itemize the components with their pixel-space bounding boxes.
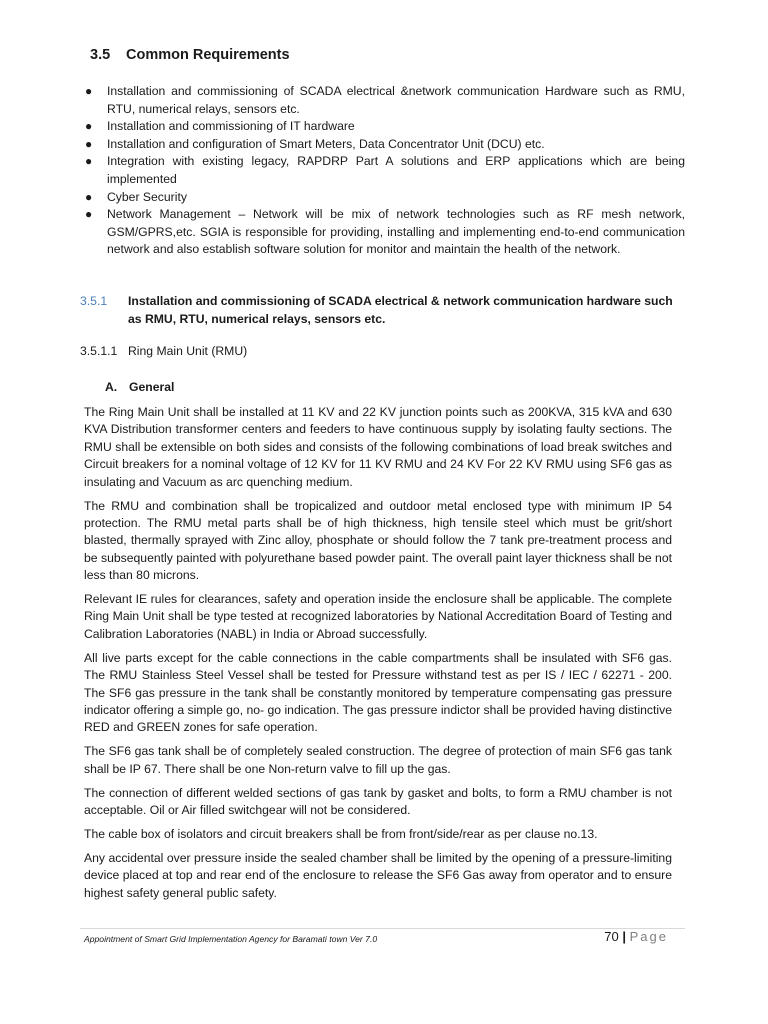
list-item [85,206,685,259]
subsubsection-number: 3.5.1.1 [80,344,118,358]
list-item [85,118,685,136]
part-label: A. [105,380,118,394]
subsubsection-heading [80,344,247,358]
subsection-number: 3.5.1 [80,294,108,308]
list-item-text: Integration with existing legacy, RAPDRP Part A solutions and ERP applications which are being implemented [107,154,685,186]
section-number: 3.5 [90,47,111,63]
bullet-icon: ● [85,119,93,134]
list-item-text: Network Management – Network will be mix of network technologies such as RF mesh network, GSM/GPRS,etc. SGIA is responsible for providing, installing and implementing end-to-end communication network and also establish software solution for monitor and maintain the health of the network. [107,207,685,257]
bullet-icon: ● [85,136,93,151]
paragraph: The SF6 gas tank shall be of completely sealed construction. The degree of protection of main SF6 gas tank shall be IP 67. There shall be one Non-return valve to fill up the gas. [84,744,672,776]
bullet-icon: ● [85,189,93,204]
list-item-text: Cyber Security [107,189,187,204]
paragraph: Relevant IE rules for clearances, safety and operation inside the enclosure shall be applicable. The complete Ring Main Unit shall be type tested at recognized laboratories by National Accreditation Board of Testing and Calibration Laboratories (NABL) in India or Abroad successfully. [84,592,672,641]
list-item [85,136,685,154]
subsection-title: Installation and commissioning of SCADA electrical & network communication hardware such as RMU, RTU, numerical relays, sensors etc. [128,294,673,326]
page-separator: | [622,929,626,944]
footer-divider [80,928,685,929]
footer-document-title: Appointment of Smart Grid Implementation Agency for Baramati town Ver 7.0 [84,934,378,944]
page-number: 70 [604,929,619,944]
part-heading [105,380,174,394]
section-heading [90,47,290,63]
paragraph: The RMU and combination shall be tropicalized and outdoor metal enclosed type with minimum IP 54 protection. The RMU metal parts shall be of high thickness, high tensile steel which must be grit/short blasted, thermally sprayed with Zinc alloy, phosphate or should follow the 7 tank pre-treatment process and be subsequently painted with polyurethane based powder paint. The overall paint layer thickness shall be not less than 80 microns. [84,498,672,583]
paragraph: The cable box of isolators and circuit breakers shall be from front/side/rear as per clause no.13. [84,826,598,841]
list-item-text: Installation and commissioning of IT hardware [107,119,355,134]
paragraph: All live parts except for the cable connections in the cable compartments shall be insulated with SF6 gas. The RMU Stainless Steel Vessel shall be tested for Pressure withstand test as per IS / IEC / 62271 - 200. The SF6 gas pressure in the tank shall be constantly monitored by temperature compensating gas pressure indicator offering a simple go, no- go indication. The gas pressure indictor shall be provided having distinctive RED and GREEN zones for safe operation. [84,650,672,735]
section-title: Common Requirements [126,47,290,63]
bullet-icon: ● [85,84,93,98]
bullet-icon: ● [85,207,93,222]
page-label: Page [629,929,668,944]
paragraph: The Ring Main Unit shall be installed at 11 KV and 22 KV junction points such as 200KVA, 315 kVA and 630 KVA Distribution transformer centers and feeders to have continuous supply by isolating faulty sections. The RMU shall be extensible on both sides and consists of the following combinations of load break switches and Circuit breakers for a nominal voltage of 12 KV for 11 KV RMU and 24 KV For 22 KV RMU using SF6 gas as insulating and Vacuum as arc quenching medium. [84,405,672,489]
list-item-text: Installation and configuration of Smart Meters, Data Concentrator Unit (DCU) etc. [107,136,545,151]
list-item [85,189,685,207]
subsubsection-title: Ring Main Unit (RMU) [128,344,248,358]
part-title: General [129,380,175,394]
list-item-text: Installation and commissioning of SCADA electrical &network communication Hardware such as RMU, RTU, numerical relays, sensors etc. [107,84,685,116]
list-item [85,83,685,118]
list-item [85,153,685,188]
requirements-list [85,83,685,259]
paragraph: Any accidental over pressure inside the sealed chamber shall be limited by the opening of a pressure-limiting device placed at top and rear end of the enclosure to release the SF6 Gas away from operator and to ensure highest safety general public safety. [84,850,672,900]
body-text [84,404,672,909]
bullet-icon: ● [85,154,93,169]
page-number-block [604,929,668,944]
subsection-heading [80,292,680,328]
paragraph: The connection of different welded sections of gas tank by gasket and bolts, to form a RMU chamber is not acceptable. Oil or Air filled switchgear will not be considered. [84,785,672,818]
